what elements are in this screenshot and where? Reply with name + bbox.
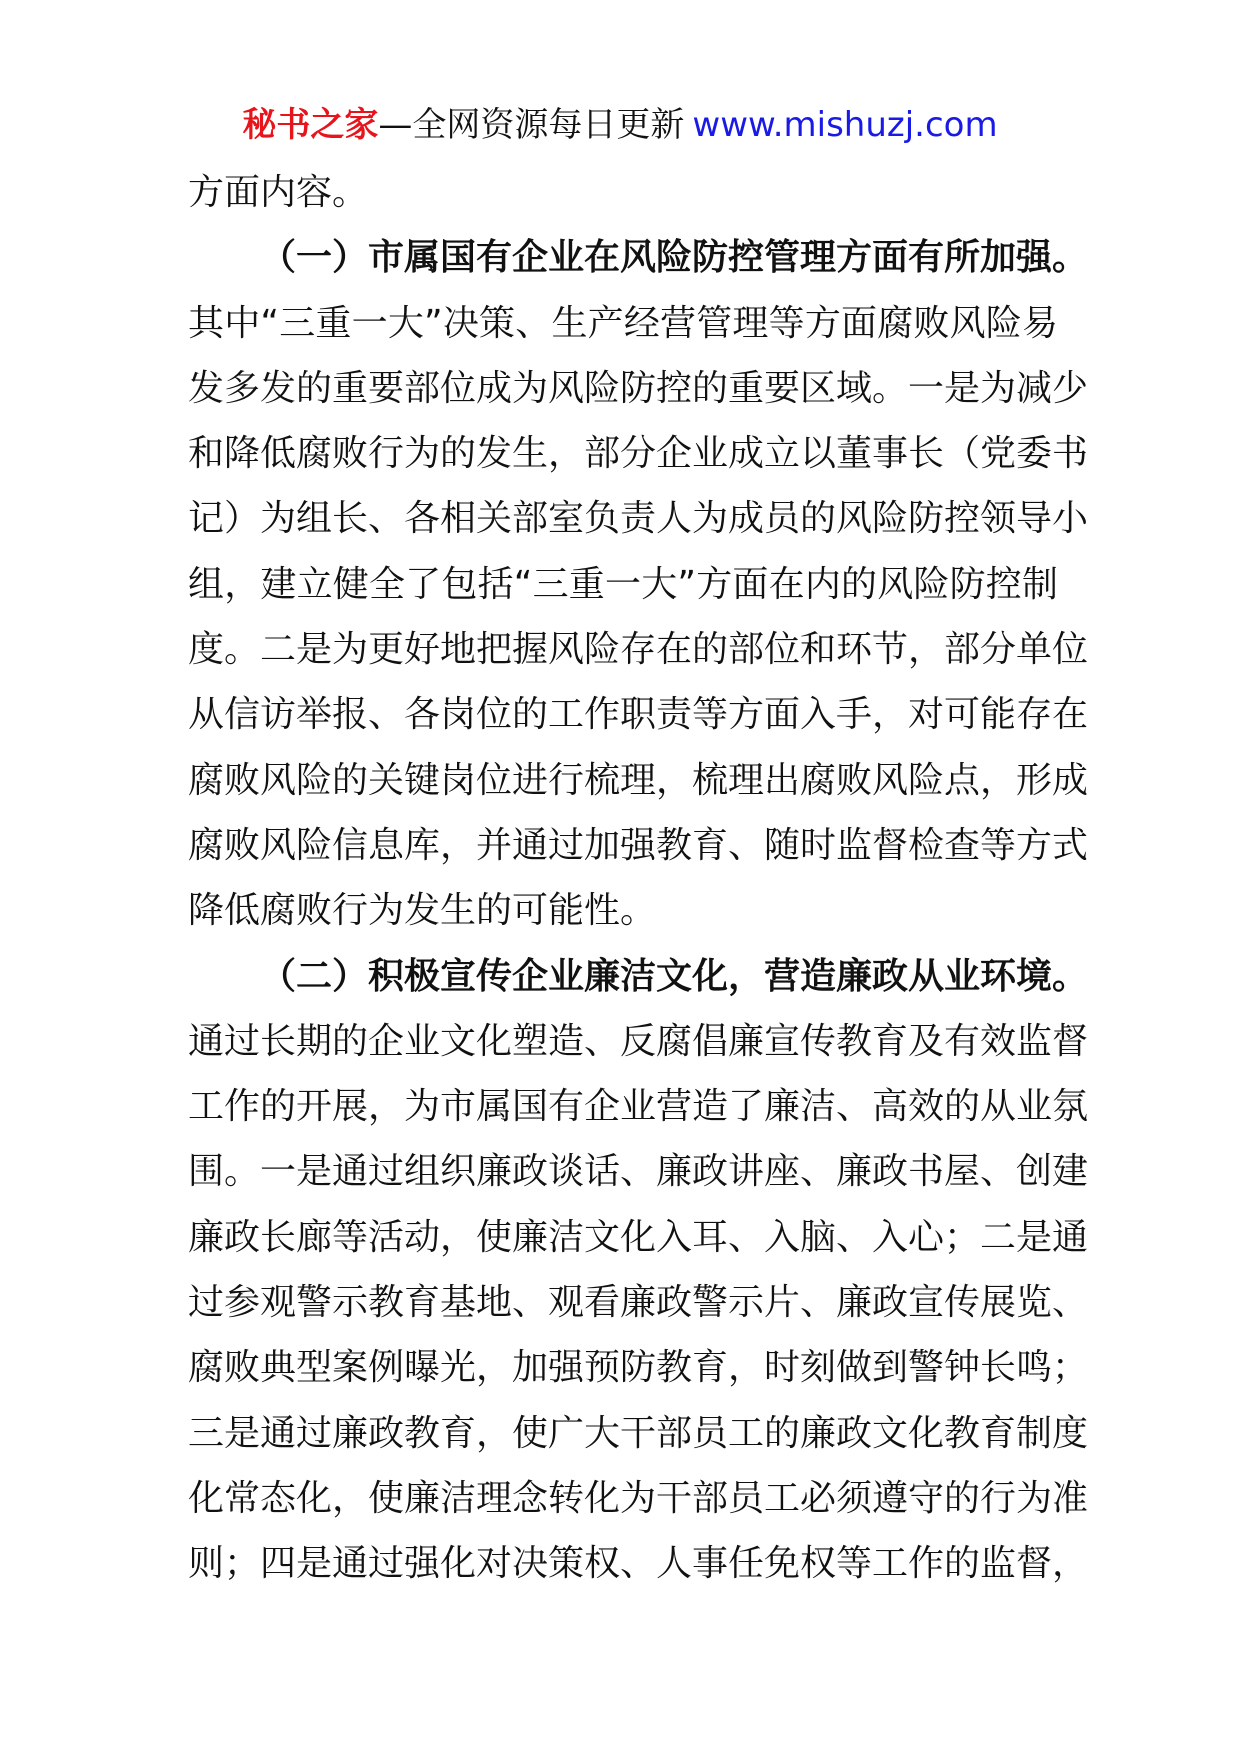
paragraph-line: 过参观警示教育基地、观看廉政警示片、廉政宣传展览、 — [188, 1282, 1089, 1324]
paragraph-line: 发多发的重要部位成为风险防控的重要区域。一是为减少 — [188, 367, 1089, 409]
paragraph-line: 腐败典型案例曝光，加强预防教育，时刻做到警钟长鸣； — [188, 1347, 1089, 1389]
website-link[interactable]: www.mishuzj.com — [692, 105, 998, 145]
paragraph-line: 工作的开展，为市属国有企业营造了廉洁、高效的从业氛 — [188, 1086, 1089, 1128]
paragraph-line: 腐败风险的关键岗位进行梳理，梳理出腐败风险点，形成 — [188, 759, 1089, 801]
header-slogan: —全网资源每日更新 — [378, 105, 685, 145]
paragraph-line: 和降低腐败行为的发生，部分企业成立以董事长（党委书 — [188, 433, 1089, 475]
paragraph-line: 方面内容。 — [188, 172, 369, 213]
section-heading: （一）市属国有企业在风险防控管理方面有所加强。 — [260, 237, 1089, 279]
paragraph-line: 组，建立健全了包括“三重一大”方面在内的风险防控制 — [188, 563, 1058, 605]
paragraph-line: 化常态化，使廉洁理念转化为干部员工必须遵守的行为准 — [188, 1477, 1089, 1519]
paragraph-line: 通过长期的企业文化塑造、反腐倡廉宣传教育及有效监督 — [188, 1020, 1089, 1062]
paragraph-line: 记）为组长、各相关部室负责人为成员的风险防控领导小 — [188, 498, 1089, 540]
paragraph-line: 度。二是为更好地把握风险存在的部位和环节，部分单位 — [188, 629, 1089, 671]
paragraph-line: 从信访举报、各岗位的工作职责等方面入手，对可能存在 — [188, 694, 1089, 736]
paragraph-line: 三是通过廉政教育，使广大干部员工的廉政文化教育制度 — [188, 1412, 1089, 1454]
paragraph-line: 则；四是通过强化对决策权、人事任免权等工作的监督， — [188, 1543, 1089, 1585]
brand-name: 秘书之家 — [242, 105, 379, 145]
paragraph-line: 围。一是通过组织廉政谈话、廉政讲座、廉政书屋、创建 — [188, 1151, 1089, 1193]
paragraph-line: 降低腐败行为发生的可能性。 — [188, 890, 657, 932]
section-heading: （二）积极宣传企业廉洁文化，营造廉政从业环境。 — [260, 955, 1089, 997]
paragraph-line: 其中“三重一大”决策、生产经营管理等方面腐败风险易 — [188, 302, 1058, 344]
page-header — [0, 100, 1240, 150]
paragraph-line: 腐败风险信息库，并通过加强教育、随时监督检查等方式 — [188, 824, 1089, 866]
document-body — [188, 160, 1089, 1597]
paragraph-line: 廉政长廊等活动，使廉洁文化入耳、入脑、入心；二是通 — [188, 1216, 1089, 1258]
